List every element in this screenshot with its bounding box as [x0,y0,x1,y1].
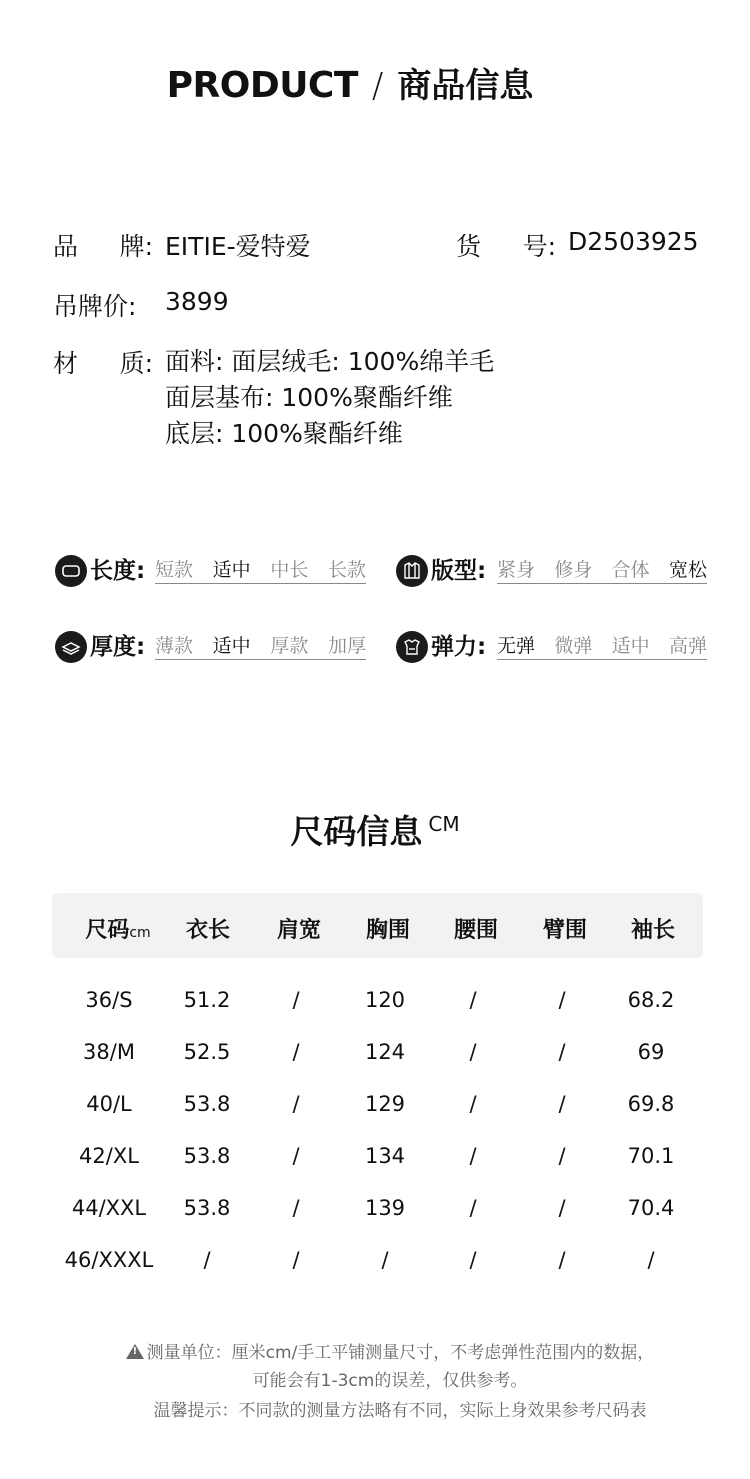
table-cell: 69.8 [627,1092,675,1116]
title-cn: 商品信息 [397,66,534,106]
attr-fit [396,555,716,589]
table-cell: / [292,1196,300,1220]
attr-label: 长度: [90,558,146,584]
brand-row [53,227,703,261]
attr-length [55,555,375,589]
tip-note: 温馨提示：不同款的测量方法略有不同，实际上身效果参考尺码表 [153,1401,647,1421]
header-cell: 衣长 [185,918,230,943]
option-tight: 紧身 [497,559,536,581]
table-cell: / [203,1248,211,1272]
table-cell: / [558,1248,566,1272]
table-cell: / [469,1040,477,1064]
material-row [53,344,703,454]
attr-options [155,558,366,584]
attr-thickness [55,631,375,665]
option-short: 短款 [155,559,194,581]
attr-label: 弹力: [431,634,487,660]
brand-value: EITIE-爱特爱 [165,232,311,261]
item-no-label: 货 号: [456,232,556,261]
table-row [52,1196,703,1224]
option-no-stretch: 无弹 [497,635,536,657]
table-cell: / [558,1092,566,1116]
attr-options [497,634,707,660]
warning-icon [126,1344,144,1359]
table-cell: 53.8 [183,1196,231,1220]
material-label: 材 质: [53,349,153,378]
table-row [52,1144,703,1172]
option-slight-stretch: 微弹 [554,635,593,657]
table-cell: 134 [364,1144,406,1168]
option-regular: 合体 [611,559,650,581]
table-cell: 69 [637,1040,665,1064]
option-medium-stretch: 适中 [611,635,650,657]
title-separator: / [371,66,384,106]
header-cell: 袖长 [630,918,675,943]
material-line: 底层: 100%聚酯纤维 [165,419,403,448]
elasticity-icon [396,631,428,663]
attr-label: 厚度: [90,634,146,660]
option-extra-thick: 加厚 [327,635,366,657]
table-cell: 36/S [85,988,133,1012]
measurement-note: !测量单位：厘米cm/手工平铺测量尺寸，不考虑弹性范围内的数据， [0,1338,750,1363]
table-cell: / [292,988,300,1012]
table-row [52,1248,703,1276]
option-long: 长款 [327,559,366,581]
table-cell: / [469,1196,477,1220]
option-slim: 修身 [554,559,593,581]
table-row [52,988,703,1016]
size-section-title [0,806,750,853]
option-loose: 宽松 [668,559,707,581]
length-icon [55,555,87,587]
table-cell: 52.5 [183,1040,231,1064]
table-cell: 129 [364,1092,406,1116]
price-value: 3899 [165,287,229,316]
option-high-stretch: 高弹 [668,635,707,657]
size-title: 尺码信息 [290,812,423,851]
page-title [0,58,700,107]
attr-options [155,634,366,660]
table-cell: / [558,988,566,1012]
header-cell: 尺码cm [85,918,151,943]
item-no-value: D2503925 [568,227,699,256]
table-cell: 53.8 [183,1092,231,1116]
table-cell: 70.1 [627,1144,675,1168]
attr-elasticity [396,631,716,665]
title-en: PRODUCT [166,65,358,106]
table-cell: 124 [364,1040,406,1064]
table-cell: 42/XL [79,1144,139,1168]
table-cell: 51.2 [183,988,231,1012]
fit-icon [396,555,428,587]
table-cell: 139 [364,1196,406,1220]
table-cell: / [292,1040,300,1064]
header-cell: 腰围 [453,918,498,943]
attr-label: 版型: [431,558,487,584]
table-cell: 46/XXXL [64,1248,154,1272]
price-label: 吊牌价: [53,292,137,321]
size-unit: CM [428,812,460,836]
brand-label: 品 牌: [53,232,153,261]
price-row [53,287,703,321]
table-cell: 53.8 [183,1144,231,1168]
table-cell: 70.4 [627,1196,675,1220]
table-cell: / [647,1248,655,1272]
attr-options [497,558,707,584]
option-mid-long: 中长 [270,559,309,581]
material-line: 面层基布: 100%聚酯纤维 [165,383,453,412]
table-cell: / [469,1248,477,1272]
table-cell: 120 [364,988,406,1012]
table-cell: / [558,1040,566,1064]
header-cell: 胸围 [365,918,410,943]
table-cell: / [469,1144,477,1168]
table-cell: / [381,1248,389,1272]
option-thin: 薄款 [155,635,194,657]
table-cell: / [469,988,477,1012]
option-medium: 适中 [212,635,251,657]
table-cell: / [292,1092,300,1116]
table-row [52,1092,703,1120]
error-note: 可能会有1-3cm的误差，仅供参考。 [252,1371,528,1391]
table-cell: / [558,1196,566,1220]
table-cell: 38/M [83,1040,135,1064]
header-cell: 肩宽 [276,918,321,943]
header-cell: 臂围 [542,918,587,943]
table-cell: / [292,1248,300,1272]
thickness-icon [55,631,87,663]
option-medium: 适中 [212,559,251,581]
table-cell: / [469,1092,477,1116]
table-row [52,1040,703,1068]
option-thick: 厚款 [270,635,309,657]
material-lines [165,344,494,452]
size-table-body [52,988,703,1288]
table-cell: / [558,1144,566,1168]
size-table-header [52,893,703,958]
table-cell: 44/XXL [71,1196,147,1220]
material-line: 面料: 面层绒毛: 100%绵羊毛 [165,347,495,376]
table-cell: / [292,1144,300,1168]
table-cell: 68.2 [627,988,675,1012]
table-cell: 40/L [86,1092,132,1116]
